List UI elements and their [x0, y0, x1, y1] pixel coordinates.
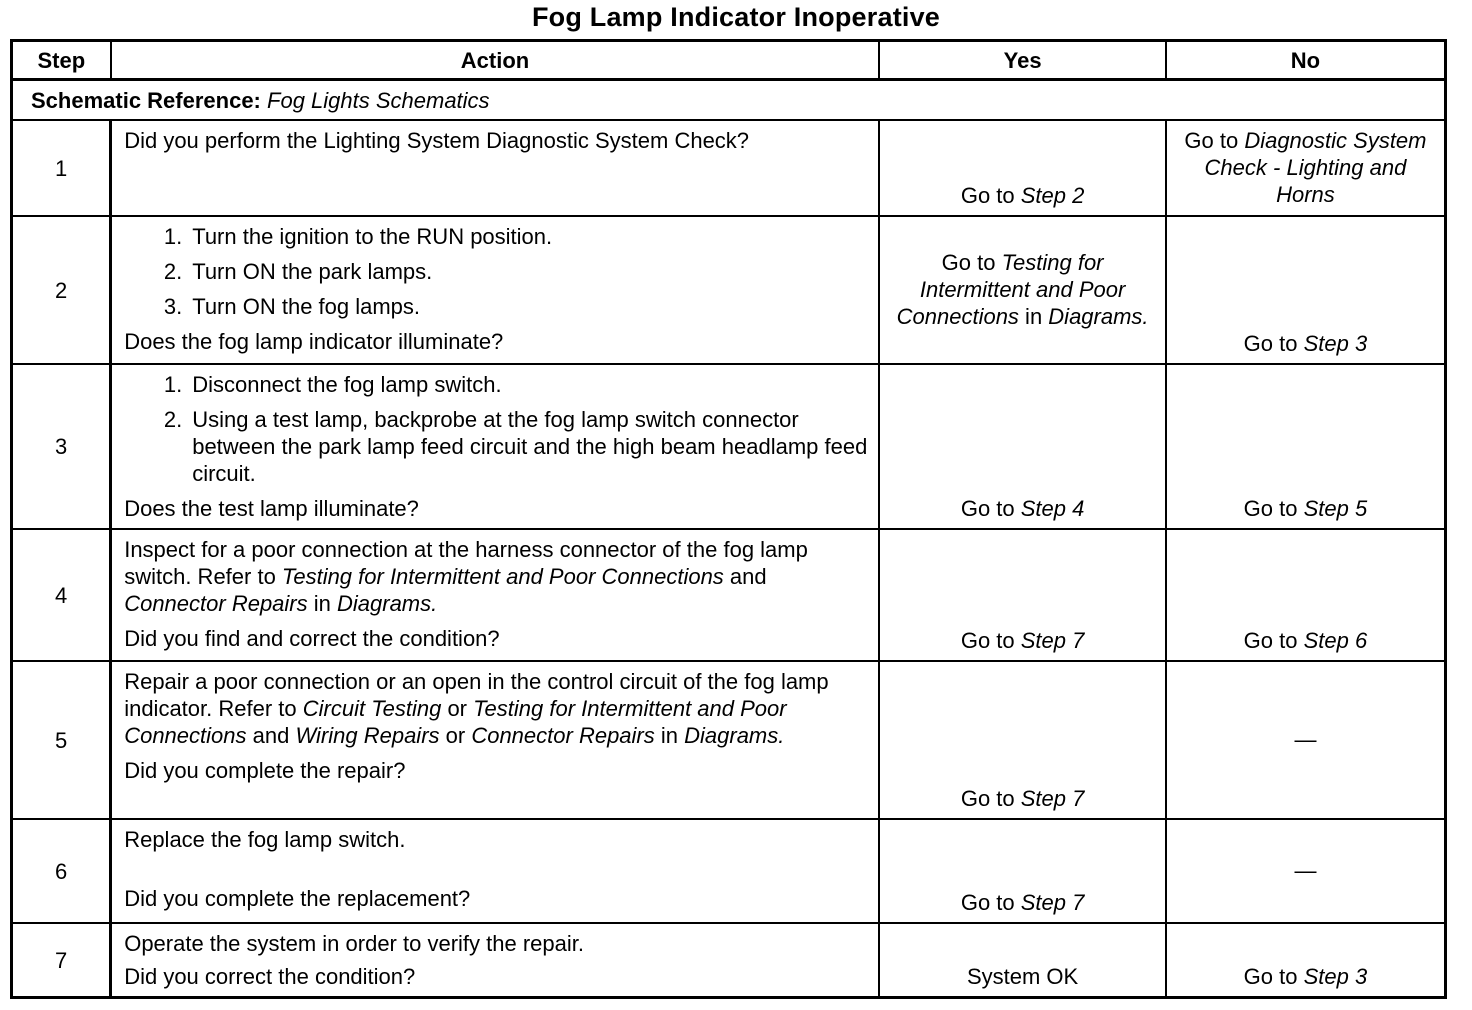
yes-prefix: Go to: [960, 890, 1021, 915]
diagnostic-table: [10, 39, 1447, 999]
step-number: 1: [12, 120, 111, 216]
yes-link[interactable]: Step 7: [1020, 628, 1085, 653]
no-link[interactable]: Step 3: [1303, 964, 1368, 989]
yes-cell: [879, 819, 1166, 923]
step-number: 2: [12, 216, 111, 364]
no-cell: [1166, 216, 1446, 364]
page-title: Fog Lamp Indicator Inoperative: [531, 2, 941, 32]
yes-link-2[interactable]: Diagrams.: [1048, 303, 1149, 329]
no-prefix: Go to: [1184, 128, 1245, 153]
action-question: Did you correct the condition?: [124, 964, 416, 989]
action-list: [124, 223, 868, 320]
schematic-row: [12, 80, 1446, 121]
action-question: Did you complete the repair?: [124, 758, 406, 783]
action-question: Did you find and correct the condition?: [124, 626, 500, 651]
action-link[interactable]: Diagrams.: [337, 591, 438, 616]
list-item: 1. Turn the ignition to the RUN position.: [163, 224, 553, 249]
yes-link[interactable]: Step 2: [1020, 183, 1085, 208]
no-link[interactable]: Step 6: [1303, 628, 1368, 653]
action-cell: [111, 120, 880, 216]
table-row: [12, 364, 1446, 529]
header-row: [12, 41, 1446, 80]
action-text: Operate the system in order to verify the repair.: [124, 931, 584, 956]
no-link[interactable]: Step 3: [1303, 331, 1368, 356]
yes-cell: [879, 364, 1166, 529]
action-text: Inspect for a poor connection at the harness connector of the fog lamp switch. Refer to Testing for Intermittent and Poor Connections and Connector Repairs in Diagrams.: [124, 537, 808, 616]
header-no: No: [1166, 41, 1446, 80]
step-number: 4: [12, 529, 111, 661]
no-prefix: Go to: [1243, 628, 1304, 653]
action-link[interactable]: Circuit Testing: [302, 696, 442, 721]
yes-prefix: Go to: [960, 786, 1021, 811]
yes-link[interactable]: Testing for Intermittent and Poor Connections: [896, 249, 1126, 329]
no-link[interactable]: Step 5: [1303, 496, 1368, 521]
yes-prefix: Go to: [960, 496, 1021, 521]
no-cell: —: [1166, 661, 1446, 819]
list-item: 2. Using a test lamp, backprobe at the fog lamp switch connector between the park lamp feed circuit and the high beam headlamp feed circuit.: [163, 407, 868, 486]
action-text: Did you perform the Lighting System Diagnostic System Check?: [124, 128, 750, 153]
action-cell: [111, 923, 880, 998]
step-number: 3: [12, 364, 111, 529]
action-link[interactable]: Diagrams.: [684, 723, 785, 748]
no-cell: —: [1166, 819, 1446, 923]
no-prefix: Go to: [1243, 331, 1304, 356]
header-step: Step: [12, 41, 111, 80]
table-row: [12, 120, 1446, 216]
no-cell: [1166, 529, 1446, 661]
schematic-label: Schematic Reference:: [31, 87, 261, 113]
yes-link[interactable]: Step 4: [1020, 496, 1085, 521]
action-question: Does the test lamp illuminate?: [124, 496, 419, 521]
no-prefix: Go to: [1243, 964, 1304, 989]
header-action: Action: [111, 41, 880, 80]
table-row: [12, 661, 1446, 819]
header-yes: Yes: [879, 41, 1166, 80]
action-cell: [111, 216, 880, 364]
action-cell: [111, 364, 880, 529]
yes-cell: System OK: [879, 923, 1166, 998]
yes-cell: [879, 216, 1166, 364]
yes-prefix: Go to: [960, 183, 1021, 208]
table-row: [12, 216, 1446, 364]
yes-prefix: Go to: [941, 249, 1002, 275]
list-item: 2. Turn ON the park lamps.: [163, 259, 433, 284]
yes-link[interactable]: Step 7: [1020, 890, 1085, 915]
yes-cell: [879, 661, 1166, 819]
yes-mid: in: [1018, 303, 1049, 329]
yes-cell: [879, 120, 1166, 216]
action-link[interactable]: Wiring Repairs: [295, 723, 440, 748]
action-cell: [111, 819, 880, 923]
action-cell: [111, 661, 880, 819]
no-cell: [1166, 923, 1446, 998]
action-link[interactable]: Connector Repairs: [471, 723, 655, 748]
yes-link[interactable]: Step 7: [1020, 786, 1085, 811]
no-link[interactable]: Diagnostic System Check - Lighting and Horns: [1204, 128, 1427, 207]
table-row: [12, 923, 1446, 998]
action-text: Repair a poor connection or an open in the control circuit of the fog lamp indicator. Refer to Circuit Testing or Testing for Intermittent and Poor Connections and Wiring Repairs or Connector Repairs in Diagrams.: [124, 669, 829, 748]
list-item: 3. Turn ON the fog lamps.: [163, 294, 421, 319]
action-link[interactable]: Testing for Intermittent and Poor Connections: [124, 696, 787, 748]
yes-cell: [879, 529, 1166, 661]
action-text: Replace the fog lamp switch.: [124, 827, 406, 852]
no-cell: [1166, 120, 1446, 216]
action-link[interactable]: Connector Repairs: [124, 591, 308, 616]
step-number: 5: [12, 661, 111, 819]
no-prefix: Go to: [1243, 496, 1304, 521]
table-row: [12, 819, 1446, 923]
no-cell: [1166, 364, 1446, 529]
action-list: [124, 371, 868, 487]
schematic-reference: [12, 80, 1446, 121]
action-cell: [111, 529, 880, 661]
list-item: 1. Disconnect the fog lamp switch.: [163, 372, 502, 397]
action-question: Does the fog lamp indicator illuminate?: [124, 329, 504, 354]
step-number: 6: [12, 819, 111, 923]
schematic-link[interactable]: Fog Lights Schematics: [267, 87, 490, 113]
table-row: [12, 529, 1446, 661]
action-question: Did you complete the replacement?: [124, 886, 471, 911]
step-number: 7: [12, 923, 111, 998]
yes-prefix: Go to: [960, 628, 1021, 653]
action-link[interactable]: Testing for Intermittent and Poor Connections: [281, 564, 724, 589]
